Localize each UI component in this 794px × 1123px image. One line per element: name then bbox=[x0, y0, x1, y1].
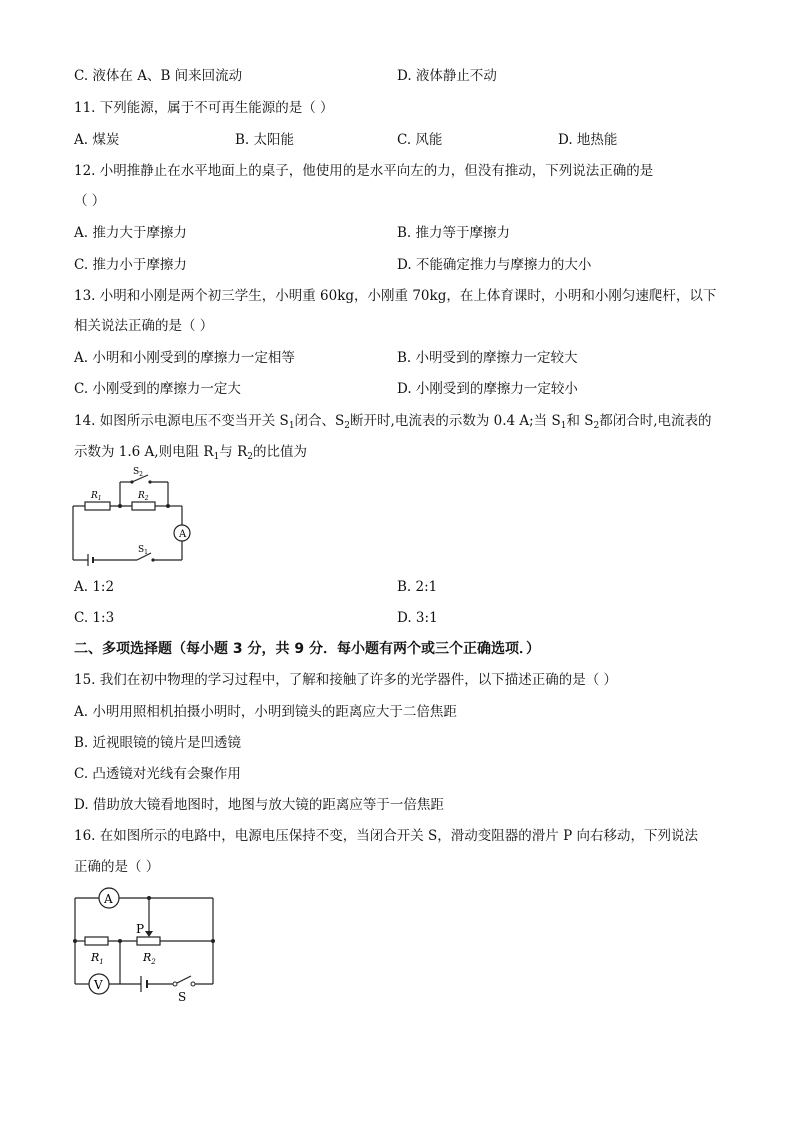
q12-option-a: A. 推力大于摩擦力 bbox=[74, 225, 187, 241]
r2-label bbox=[137, 491, 149, 502]
q14-text-part: 示数为 1.6 A,则电阻 R bbox=[74, 444, 214, 460]
q15-option-a: A. 小明用照相机拍摄小明时，小明到镜头的距离应大于二倍焦距 bbox=[74, 704, 457, 720]
switch-contact bbox=[151, 558, 154, 561]
switch-label: S bbox=[178, 990, 187, 1004]
q14-option-a: A. 1:2 bbox=[74, 579, 115, 595]
q14-sub: 1 bbox=[288, 421, 295, 431]
s1-letter: S bbox=[138, 545, 145, 555]
r1-label bbox=[90, 951, 104, 966]
r1-label bbox=[90, 491, 102, 502]
r2-label bbox=[142, 951, 156, 966]
q14-text-part: 和 S bbox=[566, 413, 594, 429]
q14-text-part: 都闭合时,电流表的 bbox=[599, 413, 712, 429]
q11-stem: 11. 下列能源，属于不可再生能源的是（ ） bbox=[74, 100, 334, 116]
switch-contact bbox=[173, 982, 177, 986]
q12-stem-line1: 12. 小明推静止在水平地面上的桌子，他使用的是水平向左的力，但没有推动，下列说法正确的是 bbox=[74, 163, 654, 179]
switch-contact bbox=[130, 480, 133, 483]
s1-label bbox=[138, 545, 148, 556]
r1-letter: R bbox=[91, 491, 98, 501]
q14-sub: 1 bbox=[560, 421, 567, 431]
q14-option-c: C. 1:3 bbox=[74, 610, 115, 626]
r1-letter: R bbox=[91, 951, 100, 964]
q14-option-d: D. 3:1 bbox=[397, 610, 438, 626]
q16-circuit-diagram bbox=[65, 883, 225, 1005]
s2-label bbox=[133, 467, 143, 478]
q14-sub: 1 bbox=[213, 452, 220, 462]
q13-stem-line1: 13. 小明和小刚是两个初三学生，小明重 60kg，小刚重 70kg，在上体育课时，小明和小刚匀速爬杆，以下 bbox=[74, 288, 717, 304]
r2-sub: 2 bbox=[151, 958, 156, 966]
s1-sub: 1 bbox=[144, 549, 148, 556]
q15-option-d: D. 借助放大镜看地图时，地图与放大镜的距离应等于一倍焦距 bbox=[74, 797, 444, 813]
q14-circuit-diagram bbox=[60, 462, 205, 572]
r1-sub: 1 bbox=[97, 495, 102, 502]
q12-option-d: D. 不能确定推力与摩擦力的大小 bbox=[397, 257, 592, 273]
r2-letter: R bbox=[143, 951, 152, 964]
section-heading: 二、多项选择题（每小题 3 分，共 9 分．每小题有两个或三个正确选项．） bbox=[74, 641, 540, 657]
q10-option-c: C. 液体在 A、B 间来回流动 bbox=[74, 68, 243, 84]
q13-option-d: D. 小刚受到的摩擦力一定较小 bbox=[397, 381, 578, 397]
junction-dot bbox=[211, 939, 215, 943]
q13-option-a: A. 小明和小刚受到的摩擦力一定相等 bbox=[74, 350, 295, 366]
q12-stem-line2: （ ） bbox=[74, 193, 106, 209]
q11-option-c: C. 风能 bbox=[397, 132, 443, 148]
q15-stem: 15. 我们在初中物理的学习过程中，了解和接触了许多的光学器件，以下描述正确的是（ ） bbox=[74, 672, 618, 688]
q14-sub: 2 bbox=[593, 421, 600, 431]
q12-option-b: B. 推力等于摩擦力 bbox=[397, 225, 511, 241]
s2-sub: 2 bbox=[139, 471, 143, 478]
q16-stem-line1: 16. 在如图所示的电路中，电源电压保持不变，当闭合开关 S，滑动变阻器的滑片 P 向右移动，下列说法 bbox=[74, 828, 698, 844]
r1-sub: 1 bbox=[99, 958, 104, 966]
voltmeter-label: V bbox=[94, 978, 103, 992]
ammeter-label: A bbox=[104, 892, 113, 906]
r2-sub: 2 bbox=[144, 495, 149, 502]
q14-text-part: 的比值为 bbox=[253, 444, 307, 460]
q11-option-a: A. 煤炭 bbox=[74, 132, 120, 148]
junction-dot bbox=[147, 896, 151, 900]
q14-stem-line1 bbox=[74, 412, 712, 435]
resistor-r2 bbox=[132, 502, 155, 510]
resistor-r1 bbox=[85, 937, 108, 945]
switch-s-blade bbox=[175, 976, 191, 984]
q14-text-part: 断开时,电流表的示数为 0.4 A;当 S bbox=[350, 413, 561, 429]
q14-option-b: B. 2:1 bbox=[397, 579, 438, 595]
junction-dot bbox=[73, 939, 77, 943]
q12-option-c: C. 推力小于摩擦力 bbox=[74, 257, 187, 273]
switch-contact bbox=[191, 982, 195, 986]
q13-option-c: C. 小刚受到的摩擦力一定大 bbox=[74, 381, 241, 397]
junction-dot bbox=[118, 504, 122, 508]
q14-sub: 2 bbox=[344, 421, 351, 431]
q11-option-b: B. 太阳能 bbox=[235, 132, 295, 148]
s2-letter: S bbox=[133, 467, 140, 477]
junction-dot bbox=[118, 939, 122, 943]
q13-stem-line2: 相关说法正确的是（ ） bbox=[74, 318, 214, 334]
resistor-r2 bbox=[137, 937, 160, 945]
q10-option-d: D. 液体静止不动 bbox=[397, 68, 497, 84]
switch-contact bbox=[148, 480, 151, 483]
q14-text-part: 与 R bbox=[219, 444, 248, 460]
resistor-r1 bbox=[85, 502, 110, 510]
q14-sub: 2 bbox=[247, 452, 253, 462]
ammeter-label: A bbox=[179, 529, 187, 540]
r2-letter: R bbox=[138, 491, 145, 501]
q13-option-b: B. 小明受到的摩擦力一定较大 bbox=[397, 350, 578, 366]
q15-option-b: B. 近视眼镜的镜片是凹透镜 bbox=[74, 735, 242, 751]
slider-arrow-icon bbox=[145, 931, 153, 937]
q14-text-part: 闭合、S bbox=[294, 413, 345, 429]
q15-option-c: C. 凸透镜对光线有会聚作用 bbox=[74, 766, 241, 782]
q14-text-part: 14. 如图所示电源电压不变当开关 S bbox=[74, 413, 289, 429]
q16-stem-line2: 正确的是（ ） bbox=[74, 859, 160, 875]
junction-dot bbox=[166, 504, 170, 508]
q11-option-d: D. 地热能 bbox=[558, 132, 618, 148]
slider-label: P bbox=[136, 922, 145, 936]
